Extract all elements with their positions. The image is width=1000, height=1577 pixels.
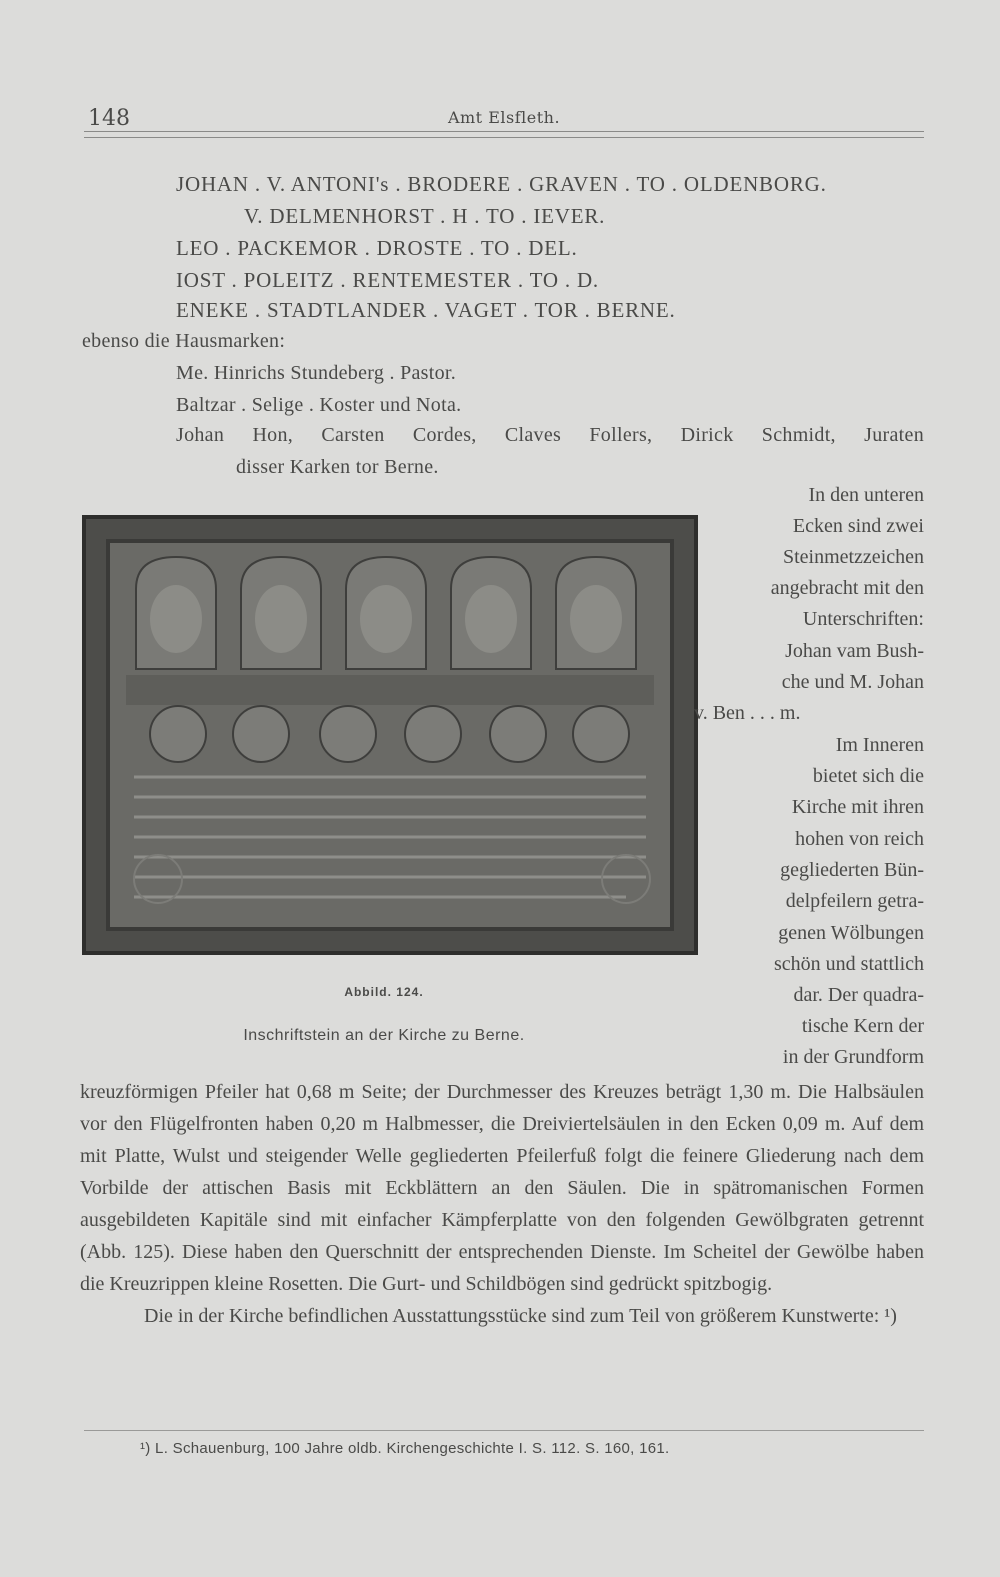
hausmarken-line: Me. Hinrichs Stundeberg . Pastor. bbox=[176, 362, 457, 384]
paragraph-text: kreuzförmigen Pfeiler hat 0,68 m Seite; der Durchmesser des Kreuzes beträgt 1,30 m. Die Halbsäulen vor den Flügelfronten haben 0,20 m Halbmesser, die Dreiviertelsäulen in den Ecken 0,09 m. Auf dem mit Platte, Wulst und steigender Welle gegliederten Pfeilerfuß folgt die feinere Gliederung nach dem Vorbilde der attischen Basis mit Eckblättern an den Säulen. Die in spätromanischen Formen ausgebildeten Kapitäle sind mit einfacher Kämpferplatte von den folgenden Gewölbgraten getrennt (Abb. 125). Diese haben den Querschnitt der entsprechenden Dienste. Im Scheitel der Gewölbe haben die Kreuzrippen kleine Rosetten. Die Gurt- und Schildbögen sind gedrückt spitzbogig. bbox=[80, 1081, 924, 1295]
side-text-line: Unterschriften: bbox=[802, 608, 924, 630]
stone-relief-illustration bbox=[86, 519, 694, 951]
side-text-line: schön und stattlich bbox=[774, 953, 924, 975]
footnote: ¹) L. Schauenburg, 100 Jahre oldb. Kirchengeschichte I. S. 112. S. 160, 161. bbox=[140, 1440, 670, 1457]
side-text-line: delpfeilern getra- bbox=[785, 890, 924, 912]
hausmarken-line: Baltzar . Selige . Koster und Nota. bbox=[176, 394, 462, 416]
side-text-line: Steinmetzzeichen bbox=[782, 546, 924, 568]
hausmarken-line: Johan Hon, Carsten Cordes, Claves Follers, Dirick Schmidt, Juraten bbox=[176, 424, 924, 446]
side-text-line: tische Kern der bbox=[801, 1015, 924, 1037]
hausmarken-line: disser Karken tor Berne. bbox=[236, 456, 439, 478]
side-text-line: bietet sich die bbox=[812, 765, 924, 787]
running-head: Amt Elsfleth. bbox=[447, 108, 561, 127]
hausmarken-intro: ebenso die Hausmarken: bbox=[82, 330, 286, 352]
side-text-line: in der Grundform bbox=[782, 1046, 924, 1068]
side-text-line: Johan vam Bush- bbox=[785, 640, 924, 662]
side-text-line: v. Ben . . . m. bbox=[694, 702, 801, 724]
side-text-line: hohen von reich bbox=[795, 828, 924, 850]
inscription-line: IOST . POLEITZ . RENTEMESTER . TO . D. bbox=[176, 268, 599, 292]
side-text-line: che und M. Johan bbox=[781, 671, 924, 693]
side-text-line: angebracht mit den bbox=[770, 577, 924, 599]
inscription-stone-photo bbox=[82, 515, 698, 955]
side-text-line: Ecken sind zwei bbox=[792, 515, 924, 537]
figure-caption: Inschriftstein an der Kirche zu Berne. bbox=[243, 1027, 525, 1044]
figure-number: Abbild. 124. bbox=[344, 985, 424, 999]
side-text-line: Im Inneren bbox=[835, 734, 924, 756]
side-text-line: genen Wölbungen bbox=[778, 922, 924, 944]
header-rule bbox=[84, 131, 924, 138]
footnote-rule bbox=[84, 1430, 924, 1431]
page-number: 148 bbox=[88, 106, 130, 131]
side-text-line: Kirche mit ihren bbox=[791, 796, 924, 818]
side-text-line: gegliederten Bün- bbox=[780, 859, 924, 881]
inscription-line: LEO . PACKEMOR . DROSTE . TO . DEL. bbox=[176, 236, 578, 260]
paragraph-text: Die in der Kirche befindlichen Ausstattungsstücke sind zum Teil von größerem Kunstwerte: ¹) bbox=[144, 1305, 897, 1327]
inscription-line: ENEKE . STADTLANDER . VAGET . TOR . BERNE. bbox=[176, 298, 676, 322]
inscription-line: JOHAN . V. ANTONI's . BRODERE . GRAVEN . TO . OLDENBORG. bbox=[176, 172, 827, 196]
inscription-line: V. DELMENHORST . H . TO . IEVER. bbox=[244, 204, 606, 228]
side-text-line: In den unteren bbox=[808, 484, 924, 506]
page-header bbox=[84, 106, 924, 130]
body-paragraph bbox=[80, 1076, 924, 1332]
side-text-line: dar. Der quadra- bbox=[793, 984, 924, 1006]
